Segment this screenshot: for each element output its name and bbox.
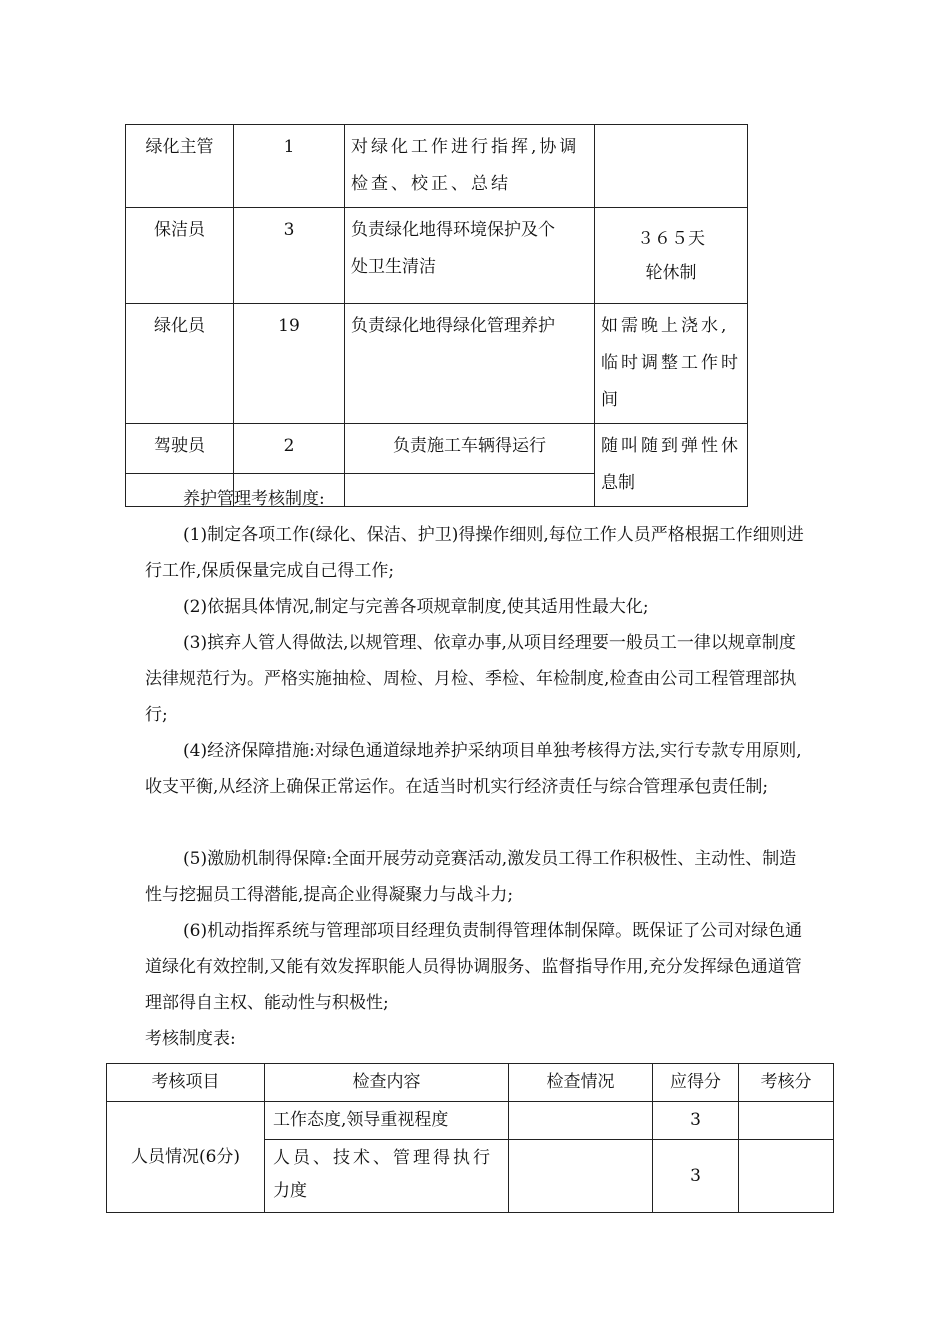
section-title: 养护管理考核制度: [183,489,325,509]
duty-cell [345,304,595,424]
rest-system: 轮休制 [645,262,697,283]
duty-cell [345,125,595,208]
content-line: 力度 [273,1181,307,1201]
duty-cell [345,208,595,304]
count-cell: 19 [234,304,345,424]
list-item: (4)经济保障措施:对绿色通道绿地养护采纳项目单独考核得方法,实行专款专用原则,收支平衡,从经济上确保正常运作。在适当时机实行经济责任与综合管理承包责任制; [145,741,802,797]
header-cell: 检查情况 [509,1064,653,1102]
status-cell [509,1102,653,1140]
duty-line: 对绿化工作进行指挥,协调 [351,137,580,157]
list-item: (2)依据具体情况,制定与完善各项规章制度,使其适用性最大化; [183,597,649,617]
count-cell: 2 [234,424,345,474]
duty-line: 负责绿化地得环境保护及个 [351,220,555,240]
score-cell: 3 [653,1102,739,1140]
content-line: 人员、技术、管理得执行 [273,1148,493,1168]
table-row [126,208,748,304]
header-cell: 应得分 [653,1064,739,1102]
assessment-table [106,1063,834,1213]
role-cell: 保洁员 [126,208,234,304]
table-title: 考核制度表: [145,1029,236,1049]
note-line: 随叫随到弹性休 [601,436,741,456]
role-cell: 绿化员 [126,304,234,424]
role-cell: 驾驶员 [126,424,234,474]
watering-note-cell [595,304,748,424]
table-row [126,304,748,424]
note-cell-empty [595,125,748,208]
score-cell: 3 [653,1140,739,1213]
duty-line: 检查、校正、总结 [351,174,511,194]
header-cell: 考核分 [739,1064,834,1102]
result-cell [739,1102,834,1140]
list-item: (1)制定各项工作(绿化、保洁、护卫)得操作细则,每位工作人员严格根据工作细则进行工作,保质保量完成自己得工作; [145,525,804,581]
note-line: 间 [601,390,618,410]
staff-table [125,124,748,507]
group-cell: 人员情况(6分) [107,1102,265,1213]
content-cell: 工作态度,领导重视程度 [265,1102,509,1140]
note-line: 息制 [601,473,635,493]
count-cell: 1 [234,125,345,208]
table-row [126,125,748,208]
result-cell [739,1140,834,1213]
rest-days: ３６５天 [637,228,705,249]
list-item: (5)激励机制得保障:全面开展劳动竞赛活动,激发员工得工作积极性、主动性、制造性与挖掘员工得潜能,提高企业得凝聚力与战斗力; [145,849,797,905]
status-cell [509,1140,653,1213]
note-line: 如需晚上浇水, [601,316,730,336]
table-header-row [107,1064,834,1102]
duty-cell: 负责施工车辆得运行 [345,424,595,474]
list-item: (3)摈弃人管人得做法,以规管理、依章办事,从项目经理要一般员工一律以规章制度法律规范行为。严格实施抽检、周检、月检、季检、年检制度,检查由公司工程管理部执行; [145,633,797,725]
header-cell: 考核项目 [107,1064,265,1102]
role-cell: 绿化主管 [126,125,234,208]
table-row [126,424,748,474]
header-cell: 检查内容 [265,1064,509,1102]
duty-line: 负责绿化地得绿化管理养护 [351,316,555,336]
table-row [107,1102,834,1140]
content-cell [265,1140,509,1213]
duty-line: 处卫生清洁 [351,257,436,277]
rest-note-cell [595,208,748,304]
note-line: 临时调整工作时 [601,353,741,373]
list-item: (6)机动指挥系统与管理部项目经理负责制得管理体制保障。既保证了公司对绿色通道绿化有效控制,又能有效发挥职能人员得协调服务、监督指导作用,充分发挥绿色通道管理部得自主权、能动性与积极性; [145,921,803,1013]
count-cell: 3 [234,208,345,304]
